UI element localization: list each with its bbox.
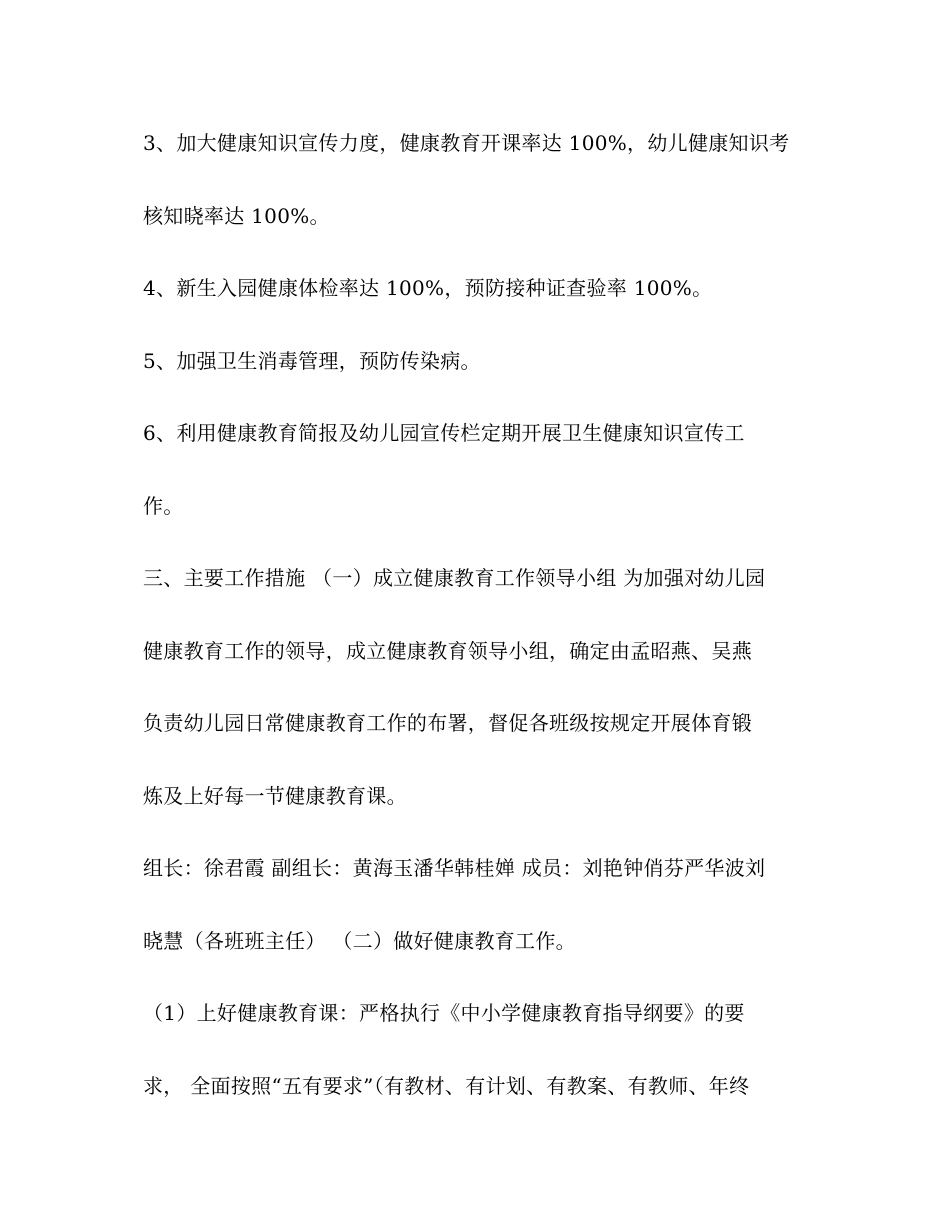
text-line: 5、加强卫生消毒管理，预防传染病。 xyxy=(143,349,481,373)
text-line: 4、新生入园健康体检率达 100%，预防接种证查验率 100%。 xyxy=(143,276,713,300)
text-line: 炼及上好每一节健康教育课。 xyxy=(143,784,407,808)
text-line: 6、利用健康教育简报及幼儿园宣传栏定期开展卫生健康知识宣传工 xyxy=(143,421,745,445)
text-line: 三、主要工作措施 （一）成立健康教育工作领导小组 为加强对幼儿园 xyxy=(143,566,766,590)
text-line: 健康教育工作的领导，成立健康教育领导小组，确定由孟昭燕、吴燕 xyxy=(143,639,752,663)
text-line: （1）上好健康教育课：严格执行《中小学健康教育指导纲要》的要 xyxy=(143,1001,745,1025)
text-line: 核知晓率达 100%。 xyxy=(143,204,330,228)
text-line: 晓慧（各班班主任） （二）做好健康教育工作。 xyxy=(143,929,576,953)
text-line: 作。 xyxy=(143,494,184,518)
text-line: 组长：徐君霞 副组长：黄海玉潘华韩桂婵 成员：刘艳钟俏芬严华波刘 xyxy=(143,856,766,880)
text-line: 3、加大健康知识宣传力度，健康教育开课率达 100%，幼儿健康知识考 xyxy=(143,131,790,155)
text-line: 负责幼儿园日常健康教育工作的布署，督促各班级按规定开展体育锻 xyxy=(143,711,752,735)
text-line: 求， 全面按照“五有要求”（有教材、有计划、有教案、有教师、年终 xyxy=(143,1074,750,1098)
